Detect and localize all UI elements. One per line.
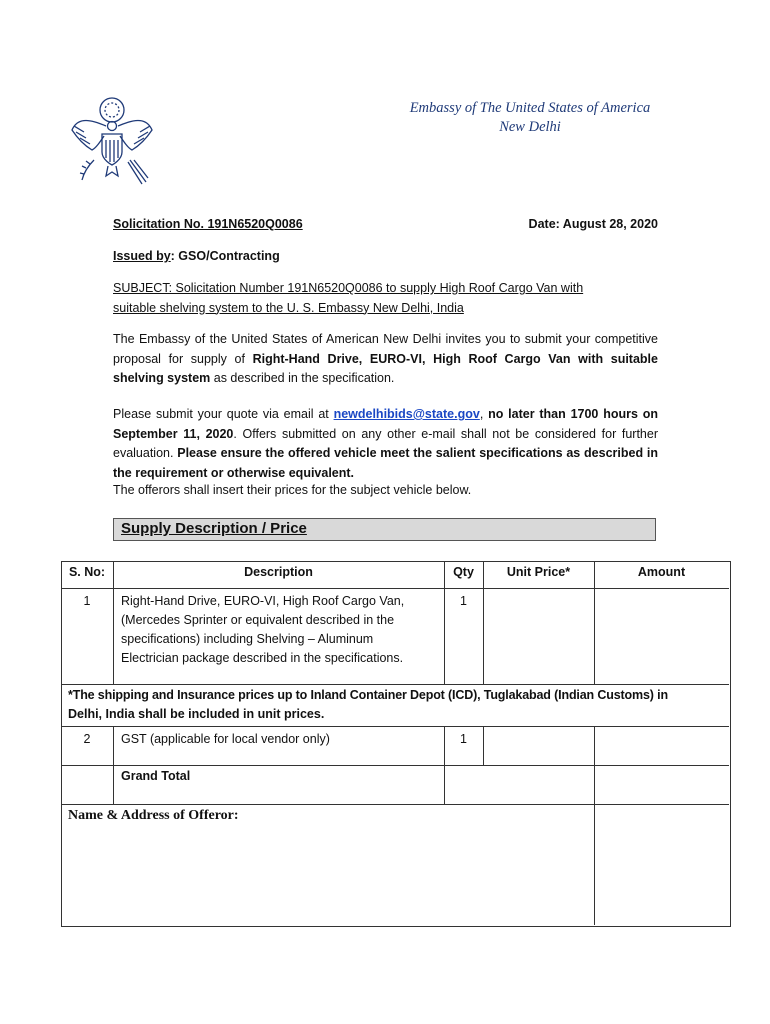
intro-vehicle-bold: Right-Hand Drive, EURO-VI, High Roof Cargo Van with suitable shelving system	[113, 351, 658, 385]
table-rule	[594, 726, 595, 925]
table-rule	[113, 726, 114, 804]
deadline-bold: no later than 1700 hours on September 11, 2020	[113, 407, 658, 441]
row-2-amount-field[interactable]	[598, 730, 725, 762]
intro-text-1: The Embassy of the United States of American New Delhi invites you to submit your competitive proposal for supply of	[113, 332, 658, 366]
instructions-closing: The offerors shall insert their prices for the subject vehicle below.	[113, 483, 472, 497]
row-1-sno: 1	[83, 594, 91, 608]
solicitation-number: Solicitation No. 191N6520Q0086	[113, 217, 303, 231]
grand-total-label: Grand Total	[121, 769, 191, 783]
table-rule	[61, 804, 729, 805]
header-sno: S. No:	[68, 565, 106, 579]
shipping-note-line: *The shipping and Insurance prices up to Inland Container Depot (ICD), Tuglakabad (Indian Customs) in	[68, 688, 668, 702]
row-1-qty: 1	[460, 594, 467, 608]
row-2-qty: 1	[460, 732, 467, 746]
table-rule	[483, 726, 484, 765]
letterhead-city: New Delhi	[499, 119, 561, 135]
row-1-desc-line: specifications) including Shelving – Aluminum	[121, 632, 374, 646]
shipping-note	[68, 686, 724, 724]
row-1-description	[121, 592, 441, 668]
row-1-amount-field[interactable]	[598, 592, 725, 680]
table-rule	[61, 684, 729, 685]
bids-email-link[interactable]: newdelhibids@state.gov	[333, 407, 480, 421]
supply-heading: Supply Description / Price	[121, 520, 307, 537]
row-1-unit-price-field[interactable]	[487, 592, 590, 680]
shipping-note-line: Delhi, India shall be included in unit prices.	[68, 707, 325, 721]
solicitation-date: Date: August 28, 2020	[528, 217, 658, 231]
header-description: Description	[244, 565, 313, 579]
specifications-note-bold: Please ensure the offered vehicle meet the salient specifications as described in the requirement or otherwise equivalent.	[113, 446, 658, 480]
offeror-name-address-field[interactable]	[68, 828, 588, 920]
issued-by-label: Issued by	[113, 249, 171, 263]
row-2-unit-price-field[interactable]	[487, 730, 590, 762]
issued-by	[113, 247, 658, 267]
header-amount: Amount	[637, 565, 686, 579]
letterhead	[380, 99, 680, 137]
solicitation-meta-row	[113, 217, 658, 231]
row-1-desc-line: Right-Hand Drive, EURO-VI, High Roof Cargo Van,	[121, 594, 405, 608]
table-rule	[61, 726, 729, 727]
row-1-desc-line: (Mercedes Sprinter or equivalent described in the	[121, 613, 395, 627]
instructions-text-2: ,	[479, 407, 489, 421]
great-seal-eagle-icon	[66, 90, 158, 190]
row-2-description: GST (applicable for local vendor only)	[121, 732, 330, 746]
row-1-desc-line: Electrician package described in the specifications.	[121, 651, 404, 665]
header-unit-price: Unit Price*	[506, 565, 571, 579]
subject-line-1: SUBJECT: Solicitation Number 191N6520Q0086 to supply High Roof Cargo Van with	[113, 281, 584, 295]
letterhead-embassy-name: Embassy of The United States of America	[409, 100, 651, 116]
grand-total-amount-field[interactable]	[598, 769, 725, 801]
supply-heading-box	[113, 518, 656, 541]
row-2-sno: 2	[83, 732, 91, 746]
table-rule	[61, 588, 729, 589]
intro-paragraph	[113, 330, 658, 389]
intro-text-2: as described in the specification.	[210, 371, 395, 385]
header-qty: Qty	[453, 565, 474, 579]
instructions-text-1: Please submit your quote via email at	[113, 407, 334, 421]
offeror-label: Name & Address of Offeror:	[68, 808, 239, 823]
table-rule	[61, 765, 729, 766]
subject-line-2: suitable shelving system to the U. S. Embassy New Delhi, India	[113, 300, 464, 315]
subject	[113, 279, 658, 318]
instructions-paragraph	[113, 405, 658, 483]
instructions-text-3: . Offers submitted on any other e-mail shall not be considered for further evaluation.	[113, 426, 658, 460]
issued-by-value: : GSO/Contracting	[170, 249, 280, 263]
